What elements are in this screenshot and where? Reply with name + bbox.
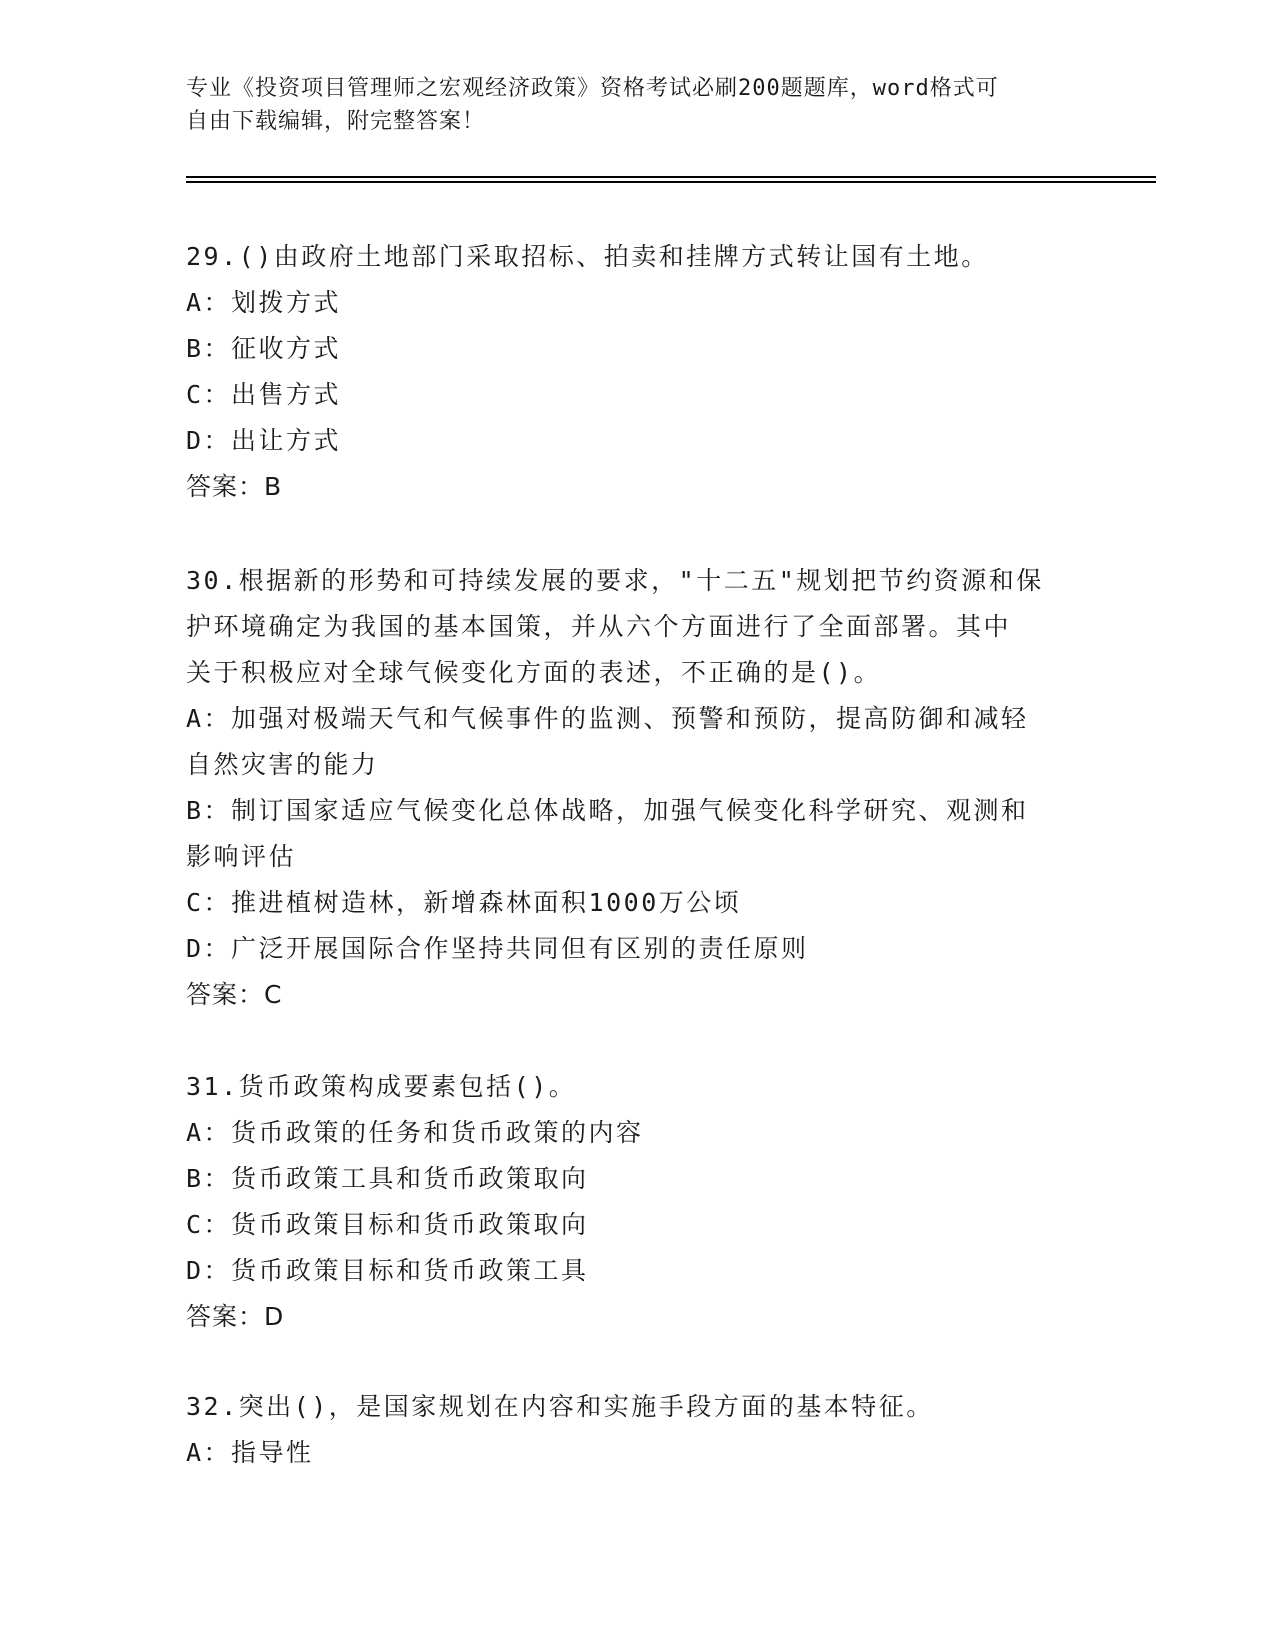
question-30 — [186, 558, 1086, 1018]
option-a-line-1: A：加强对极端天气和气候事件的监测、预警和预防，提高防御和减轻 — [186, 704, 1029, 733]
answer: 答案：B — [186, 472, 283, 501]
header-line-2: 自由下载编辑，附完整答案！ — [186, 109, 486, 134]
question-29 — [186, 234, 1086, 510]
option-b: B：征收方式 — [186, 334, 342, 363]
option-c: C：推进植树造林，新增森林面积1000万公顷 — [186, 888, 742, 917]
option-a: A：货币政策的任务和货币政策的内容 — [186, 1118, 644, 1147]
answer: 答案：C — [186, 980, 283, 1009]
header-divider-top — [186, 176, 1156, 178]
option-d: D：货币政策目标和货币政策工具 — [186, 1256, 589, 1285]
option-b-line-1: B：制订国家适应气候变化总体战略，加强气候变化科学研究、观测和 — [186, 796, 1029, 825]
question-stem-line-1: 30.根据新的形势和可持续发展的要求，"十二五"规划把节约资源和保 — [186, 566, 1044, 595]
option-a: A：划拨方式 — [186, 288, 342, 317]
question-stem: 31.货币政策构成要素包括()。 — [186, 1072, 577, 1101]
option-a-line-2: 自然灾害的能力 — [186, 750, 379, 779]
question-stem-line-3: 关于积极应对全球气候变化方面的表述，不正确的是()。 — [186, 658, 882, 687]
option-b: B：货币政策工具和货币政策取向 — [186, 1164, 589, 1193]
question-stem-line-2: 护环境确定为我国的基本国策，并从六个方面进行了全面部署。其中 — [186, 612, 1012, 641]
option-b-line-2: 影响评估 — [186, 842, 297, 871]
header-line-1: 专业《投资项目管理师之宏观经济政策》资格考试必刷200题题库，word格式可 — [186, 76, 999, 101]
option-d: D：出让方式 — [186, 426, 342, 455]
option-d: D：广泛开展国际合作坚持共同但有区别的责任原则 — [186, 934, 809, 963]
question-32 — [186, 1384, 1086, 1476]
option-c: C：出售方式 — [186, 380, 342, 409]
option-c: C：货币政策目标和货币政策取向 — [186, 1210, 589, 1239]
header-divider-bottom — [186, 181, 1156, 183]
document-header — [186, 72, 1086, 138]
question-stem: 32.突出()，是国家规划在内容和实施手段方面的基本特征。 — [186, 1392, 934, 1421]
question-stem: 29.()由政府土地部门采取招标、拍卖和挂牌方式转让国有土地。 — [186, 242, 989, 271]
answer: 答案：D — [186, 1302, 285, 1331]
question-31 — [186, 1064, 1086, 1340]
option-a: A：指导性 — [186, 1438, 314, 1467]
